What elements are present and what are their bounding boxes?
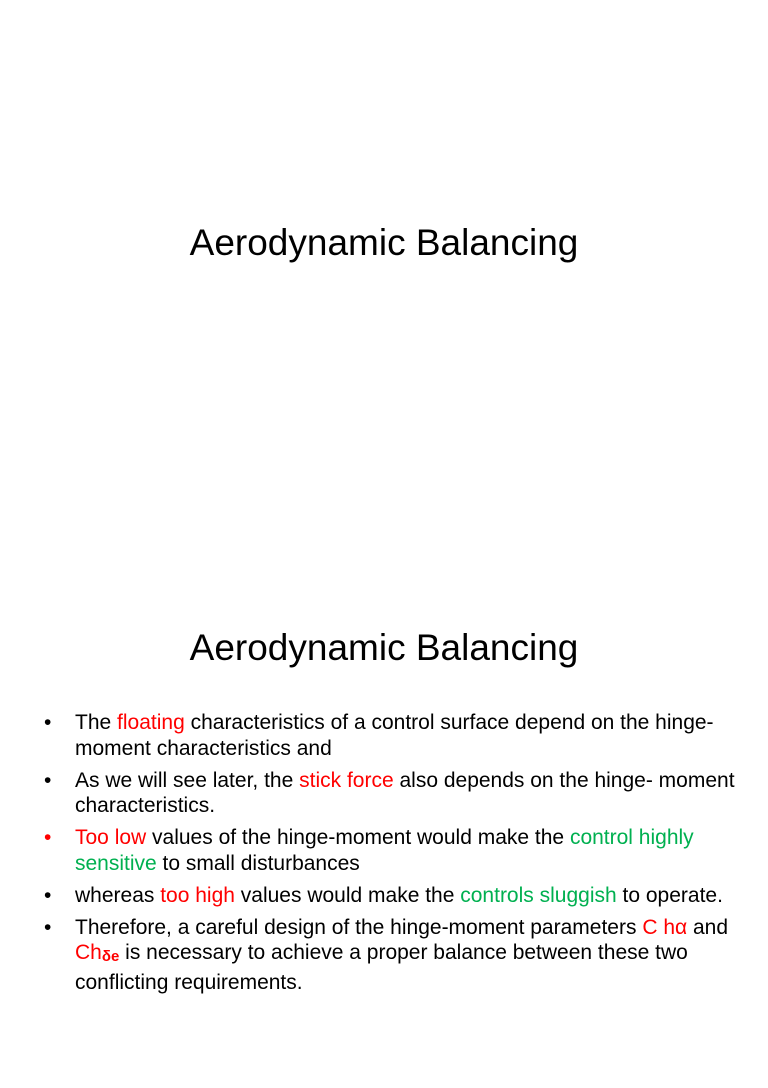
slide-1-title: Aerodynamic Balancing <box>189 222 579 263</box>
bullet-text: to operate. <box>616 883 723 907</box>
bullet-text: also depends on the hinge- moment characteristics. <box>75 768 735 817</box>
slide-2 <box>0 576 768 1088</box>
highlight-red: Ch <box>75 941 102 964</box>
bullet-text: is necessary to achieve a proper balance between these two conflicting requirements. <box>75 941 688 994</box>
bullet-item-too-high <box>44 883 744 909</box>
bullet-item-stick-force <box>44 768 744 819</box>
slide-2-title: Aerodynamic Balancing <box>189 627 579 668</box>
highlight-green: control highly sensitive <box>75 826 694 875</box>
highlight-red: too high <box>160 883 235 907</box>
bullet-text: and <box>687 915 729 939</box>
slide-1 <box>0 0 768 512</box>
bullet-dot: • <box>44 768 52 792</box>
bullet-item-too-low <box>44 825 744 876</box>
bullet-text: values would make the <box>234 883 461 907</box>
highlight-red: C h <box>642 915 675 939</box>
alpha-symbol: α <box>675 915 688 939</box>
bullet-dot: • <box>44 883 52 907</box>
bullet-list <box>44 710 744 1002</box>
bullet-text: Therefore, a careful design of the hinge-moment parameters <box>75 915 643 939</box>
highlight-red: stick force <box>299 768 394 792</box>
bullet-item-floating <box>44 710 744 761</box>
highlight-green: controls sluggish <box>460 883 617 907</box>
bullet-text: to small disturbances <box>156 851 360 875</box>
delta-e-subscript: δe <box>101 948 120 965</box>
bullet-text: characteristics of a control surface depend on the hinge-moment characteristics and <box>75 711 714 760</box>
bullet-dot: • <box>44 711 52 734</box>
highlight-red: floating <box>117 711 185 734</box>
bullet-text: As we will see later, the <box>75 768 300 792</box>
bullet-text: values of the hinge-moment would make the <box>146 826 570 849</box>
bullet-dot: • <box>44 826 52 849</box>
bullet-text: whereas <box>75 883 161 907</box>
highlight-red: Too low <box>75 826 147 849</box>
bullet-dot: • <box>44 915 52 939</box>
bullet-item-therefore <box>44 915 744 996</box>
bullet-text: The <box>75 711 118 734</box>
